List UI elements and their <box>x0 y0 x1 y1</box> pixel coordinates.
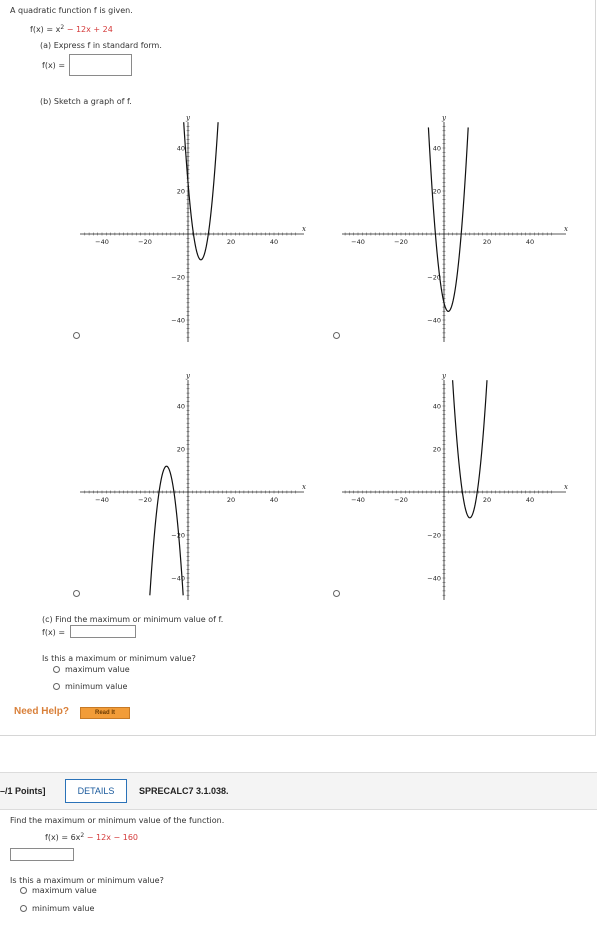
q2-maximum-label: maximum value <box>32 886 97 895</box>
q1-function-lhs: f(x) = x <box>30 25 61 34</box>
x-tick-label: 20 <box>482 238 492 246</box>
y-tick-label: 40 <box>176 402 185 411</box>
y-axis-label: y <box>186 372 190 380</box>
q2-function-rest: − 12x − 160 <box>84 833 138 842</box>
y-tick-label: −40 <box>427 574 441 583</box>
graph-option-1-radio[interactable] <box>73 332 80 339</box>
graph-option-2 <box>338 112 570 344</box>
y-tick-label: 40 <box>432 402 441 411</box>
parabola-curve <box>428 127 468 311</box>
y-tick-label: −20 <box>171 273 185 282</box>
q1-minimum-radio[interactable] <box>53 683 60 690</box>
q2-function-exp: 2 <box>80 832 85 839</box>
graph-option-1 <box>76 112 308 344</box>
y-tick-label: 40 <box>176 144 185 153</box>
q2-minimum-radio[interactable] <box>20 905 27 912</box>
graph-4-svg <box>338 370 570 602</box>
q1-maximum-radio[interactable] <box>53 666 60 673</box>
graph-1-svg <box>76 112 308 344</box>
standard-form-input[interactable] <box>69 54 132 76</box>
details-button[interactable]: DETAILS <box>65 779 127 803</box>
q1-fx-label: f(x) = <box>42 61 66 70</box>
x-tick-label: 40 <box>525 496 535 504</box>
x-tick-label: 20 <box>482 496 492 504</box>
x-axis-label: x <box>564 225 568 233</box>
y-tick-label: 20 <box>432 187 441 196</box>
x-tick-label: 20 <box>226 238 236 246</box>
y-tick-label: 20 <box>432 445 441 454</box>
y-tick-label: −20 <box>427 531 441 540</box>
y-tick-label: 20 <box>176 445 185 454</box>
y-tick-label: −20 <box>171 531 185 540</box>
graph-option-3 <box>76 370 308 602</box>
q1-part-b: (b) Sketch a graph of f. <box>40 97 132 106</box>
graph-3-svg <box>76 370 308 602</box>
graph-2-svg <box>338 112 570 344</box>
y-tick-label: −40 <box>427 316 441 325</box>
x-tick-label: −20 <box>138 496 152 504</box>
q2-maximum-radio[interactable] <box>20 887 27 894</box>
x-tick-label: −20 <box>138 238 152 246</box>
parabola-curve <box>184 122 218 260</box>
y-tick-label: −40 <box>171 574 185 583</box>
x-axis-label: x <box>302 225 306 233</box>
x-tick-label: 40 <box>269 496 279 504</box>
x-tick-label: −20 <box>394 496 408 504</box>
y-axis-label: y <box>442 372 446 380</box>
x-axis-label: x <box>302 483 306 491</box>
x-tick-label: −40 <box>95 496 109 504</box>
q1-part-a: (a) Express f in standard form. <box>40 41 162 50</box>
parabola-curve <box>453 380 487 518</box>
y-tick-label: 40 <box>432 144 441 153</box>
q1-minimum-label: minimum value <box>65 682 128 691</box>
q1-function-exp: 2 <box>60 24 65 31</box>
graph-option-4-radio[interactable] <box>333 590 340 597</box>
y-axis-label: y <box>442 114 446 122</box>
read-it-button[interactable]: Read It <box>80 707 130 719</box>
q1-function-rest: − 12x + 24 <box>64 25 113 34</box>
q2-value-input[interactable] <box>10 848 74 861</box>
q2-prompt: Find the maximum or minimum value of the function. <box>10 816 225 825</box>
x-axis-label: x <box>564 483 568 491</box>
graph-option-2-radio[interactable] <box>333 332 340 339</box>
q2-minimum-label: minimum value <box>32 904 95 913</box>
q2-function-lhs: f(x) = 6x <box>45 833 81 842</box>
need-help-label: Need Help? <box>14 706 70 717</box>
q1-intro: A quadratic function f is given. <box>10 6 133 15</box>
x-tick-label: 40 <box>269 238 279 246</box>
y-tick-label: −20 <box>427 273 441 282</box>
problem-code: SPRECALC7 3.1.038. <box>139 786 229 796</box>
x-tick-label: 40 <box>525 238 535 246</box>
y-tick-label: −40 <box>171 316 185 325</box>
graph-option-4 <box>338 370 570 602</box>
x-tick-label: −20 <box>394 238 408 246</box>
q1-fx-label-c: f(x) = <box>42 628 66 637</box>
x-tick-label: −40 <box>351 238 365 246</box>
graph-option-3-radio[interactable] <box>73 590 80 597</box>
x-tick-label: 20 <box>226 496 236 504</box>
y-tick-label: 20 <box>176 187 185 196</box>
y-axis-label: y <box>186 114 190 122</box>
points-label: –/1 Points] <box>0 786 46 796</box>
x-tick-label: −40 <box>351 496 365 504</box>
q1-maximum-label: maximum value <box>65 665 130 674</box>
q1-function <box>30 24 113 34</box>
min-max-value-input[interactable] <box>70 625 136 638</box>
q1-max-min-question: Is this a maximum or minimum value? <box>42 654 196 663</box>
x-tick-label: −40 <box>95 238 109 246</box>
q2-function <box>45 832 138 842</box>
q2-max-min-question: Is this a maximum or minimum value? <box>10 876 164 885</box>
q1-part-c: (c) Find the maximum or minimum value of f. <box>42 615 224 624</box>
